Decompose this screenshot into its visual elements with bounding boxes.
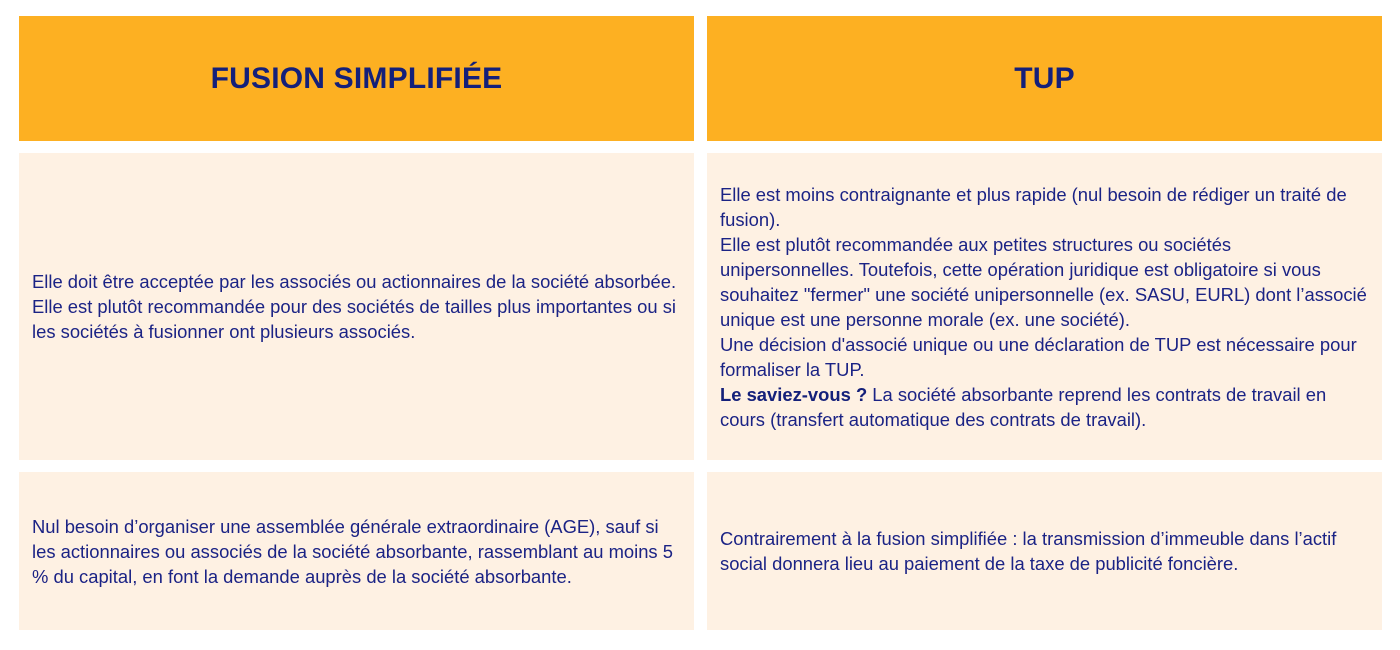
cell-row1-fusion-simplifiee: [19, 153, 694, 460]
cell-paragraph: Contrairement à la fusion simplifiée : la transmission d’immeuble dans l’actif social donnera lieu au paiement de la taxe de publicité foncière.: [720, 528, 1337, 574]
tip-label: Le saviez-vous ?: [720, 383, 868, 405]
cell-paragraph: Elle doit être acceptée par les associés ou actionnaires de la société absorbée.: [32, 271, 677, 292]
cell-paragraph: Elle est moins contraignante et plus rapide (nul besoin de rédiger un traité de fusion).: [720, 183, 1347, 230]
tip-text: La société absorbante reprend les contrats de travail en cours (transfert automatique des contrats de travail).: [720, 383, 1327, 430]
header-fusion-simplifiee: [19, 16, 694, 141]
cell-paragraph: Une décision d'associé unique ou une déclaration de TUP est nécessaire pour formaliser la TUP.: [720, 333, 1357, 380]
cell-row1-tup: [707, 153, 1382, 460]
cell-paragraph: Elle est plutôt recommandée aux petites structures ou sociétés unipersonnelles. Toutefois, cette opération juridique est obligatoire si vous souhaitez "fermer" une société unipersonnelle (ex. SASU, EURL) dont l’associé unique est une personne morale (ex. une société).: [720, 233, 1367, 330]
cell-row2-fusion-simplifiee: [19, 472, 694, 630]
comparison-table: [19, 16, 1382, 630]
header-tup: [707, 16, 1382, 141]
cell-paragraph: Nul besoin d’organiser une assemblée générale extraordinaire (AGE), sauf si les actionnaires ou associés de la société absorbante, rassemblant au moins 5 % du capital, en font la demande auprès de la société absorbante.: [32, 515, 673, 587]
header-label: TUP: [1014, 61, 1075, 95]
cell-paragraph: Elle est plutôt recommandée pour des sociétés de tailles plus importantes ou si les sociétés à fusionner ont plusieurs associés.: [32, 296, 677, 342]
tip-paragraph: [720, 382, 1368, 432]
cell-row2-tup: [707, 472, 1382, 630]
header-label: FUSION SIMPLIFIÉE: [210, 61, 503, 95]
